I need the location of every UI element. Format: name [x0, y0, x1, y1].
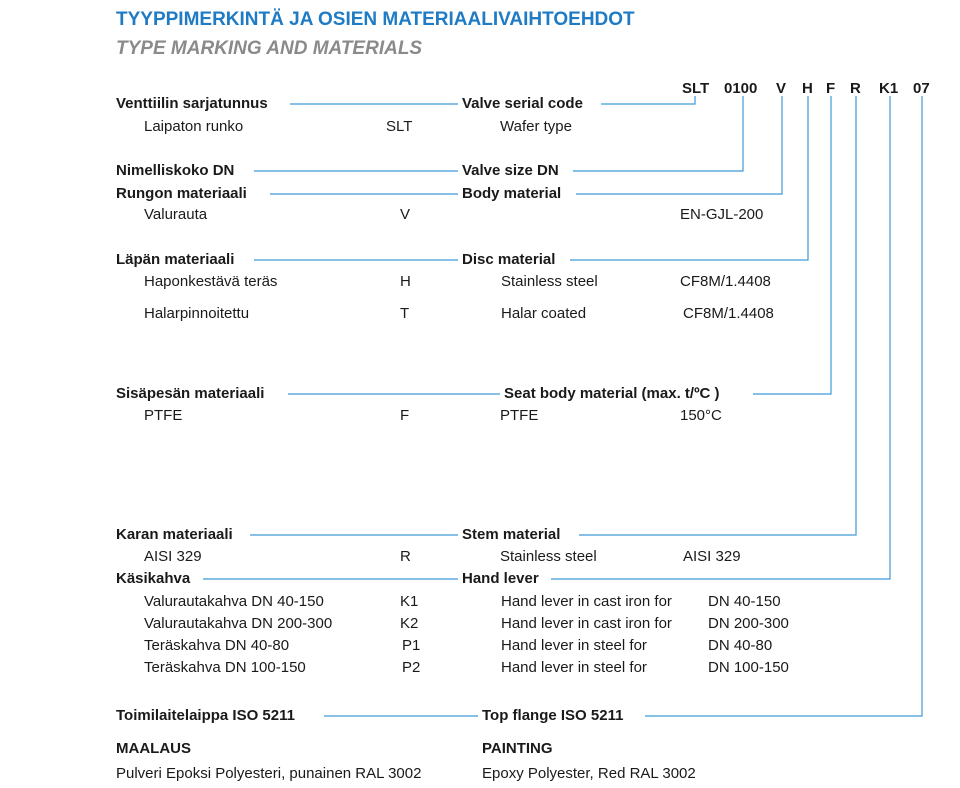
code-flange: 07	[913, 80, 930, 97]
disc-label-fi: Läpän materiaali	[116, 251, 235, 268]
lever-row-fi: Valurautakahva DN 200-300	[144, 615, 333, 632]
serial-label-en: Valve serial code	[462, 95, 583, 112]
leader-disc-right	[570, 96, 808, 260]
lever-label-en: Hand lever	[462, 570, 539, 587]
painting-text-fi: Pulveri Epoksi Polyesteri, punainen RAL 3002	[116, 765, 422, 782]
leader-serial-right	[601, 96, 695, 104]
disc-row-en: Halar coated	[501, 305, 587, 322]
size-label-en: Valve size DN	[462, 162, 559, 179]
seat-row-fi: PTFE	[144, 407, 183, 424]
serial-label-fi: Venttiilin sarjatunnus	[116, 95, 268, 112]
disc-row-fi: Haponkestävä teräs	[144, 273, 278, 290]
serial-row-fi: Laipaton runko	[144, 118, 244, 135]
lever-row-fi: Valurautakahva DN 40-150	[144, 593, 324, 610]
flange-label-fi: Toimilaitelaippa ISO 5211	[116, 707, 295, 724]
leader-body-right	[576, 96, 782, 194]
disc-row-fi: Halarpinnoitettu	[144, 305, 250, 322]
painting-heading-en: PAINTING	[482, 740, 553, 757]
seat-row-spec: 150°C	[680, 407, 722, 424]
lever-row-en: Hand lever in cast iron for	[501, 615, 672, 632]
lever-row-en: Hand lever in cast iron for	[501, 593, 672, 610]
lever-row-en: Hand lever in steel for	[501, 637, 647, 654]
stem-row-en: Stainless steel	[500, 548, 597, 565]
body-row-fi: Valurauta	[144, 206, 208, 223]
title-english: TYPE MARKING AND MATERIALS	[116, 38, 423, 59]
disc-label-en: Disc material	[462, 251, 556, 268]
stem-row-spec: AISI 329	[683, 548, 741, 565]
code-body: V	[776, 80, 787, 97]
stem-label-en: Stem material	[462, 526, 561, 543]
seat-label-en: Seat body material (max. t/ºC )	[504, 385, 720, 402]
lever-row-code: P2	[402, 659, 421, 676]
stem-label-fi: Karan materiaali	[116, 526, 233, 543]
leader-seat-right	[753, 96, 831, 394]
lever-row-spec: DN 40-150	[708, 593, 781, 610]
disc-row-code: T	[400, 305, 410, 322]
title-finnish: TYYPPIMERKINTÄ JA OSIEN MATERIAALIVAIHTOEHDOT	[116, 9, 635, 30]
stem-row-code: R	[400, 548, 411, 565]
disc-row-en: Stainless steel	[501, 273, 598, 290]
serial-row-code: SLT	[386, 118, 413, 135]
disc-row-code: H	[400, 273, 411, 290]
serial-row-en: Wafer type	[500, 118, 572, 135]
painting-heading-fi: MAALAUS	[116, 740, 191, 757]
body-row-code: V	[400, 206, 411, 223]
disc-row-spec: CF8M/1.4408	[683, 305, 774, 322]
seat-row-en: PTFE	[500, 407, 539, 424]
code-stem: R	[850, 80, 861, 97]
size-label-fi: Nimelliskoko DN	[116, 162, 235, 179]
disc-row-spec: CF8M/1.4408	[680, 273, 771, 290]
code-disc: H	[802, 80, 813, 97]
code-seat: F	[826, 80, 836, 97]
lever-row-spec: DN 100-150	[708, 659, 789, 676]
flange-label-en: Top flange ISO 5211	[482, 707, 624, 724]
stem-row-fi: AISI 329	[144, 548, 202, 565]
leader-size-right	[573, 96, 743, 171]
code-serial: SLT	[682, 80, 710, 97]
seat-label-fi: Sisäpesän materiaali	[116, 385, 265, 402]
seat-row-code: F	[400, 407, 410, 424]
lever-row-fi: Teräskahva DN 100-150	[144, 659, 306, 676]
code-lever: K1	[879, 80, 899, 97]
lever-row-en: Hand lever in steel for	[501, 659, 647, 676]
body-row-spec: EN-GJL-200	[680, 206, 764, 223]
lever-row-spec: DN 200-300	[708, 615, 789, 632]
painting-text-en: Epoxy Polyester, Red RAL 3002	[482, 765, 696, 782]
lever-row-code: P1	[402, 637, 421, 654]
lever-row-code: K2	[400, 615, 419, 632]
leader-lever-right	[551, 96, 890, 579]
lever-label-fi: Käsikahva	[116, 570, 191, 587]
body-label-fi: Rungon materiaali	[116, 185, 247, 202]
code-size: 0100	[724, 80, 758, 97]
lever-row-code: K1	[400, 593, 419, 610]
lever-row-fi: Teräskahva DN 40-80	[144, 637, 290, 654]
lever-row-spec: DN 40-80	[708, 637, 773, 654]
body-label-en: Body material	[462, 185, 562, 202]
